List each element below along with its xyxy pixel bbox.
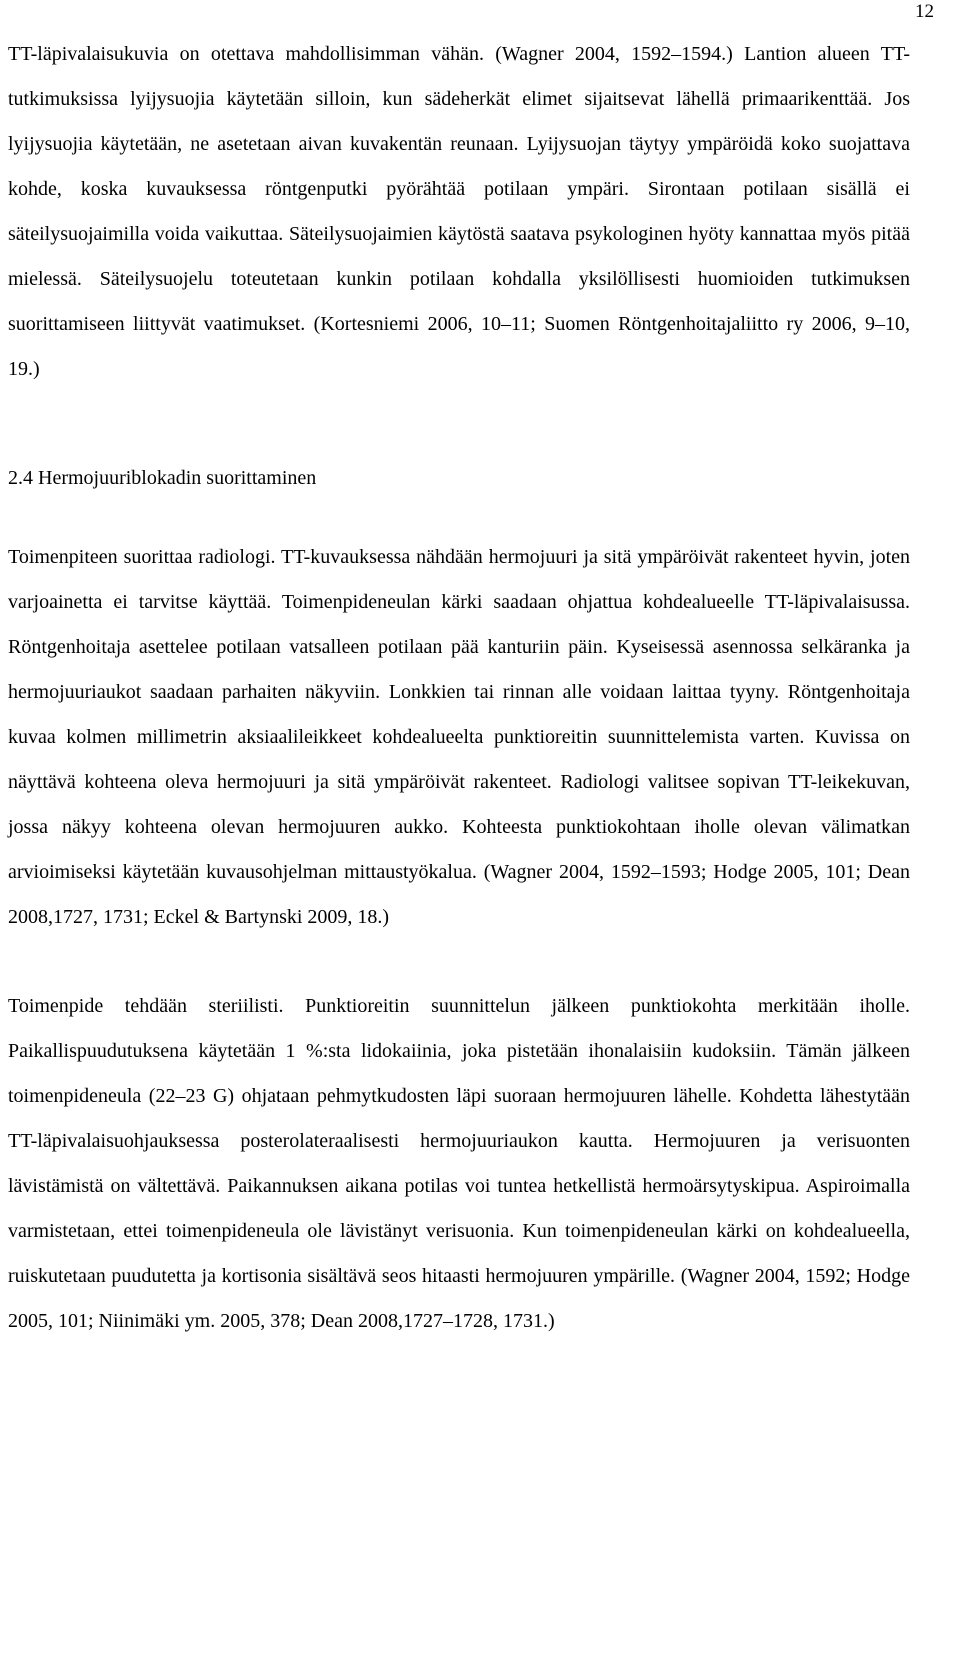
paragraph-procedure-setup: Toimenpiteen suorittaa radiologi. TT-kuvauksessa nähdään hermojuuri ja sitä ympäröivät rakenteet hyvin, joten varjoainetta ei tarvitse käyttää. Toimenpideneulan kärki saadaan ohjattua kohdealueelle TT-läpivalaisussa. Röntgenhoitaja asettelee potilaan vatsalleen potilaan pää kanturiin päin. Kyseisessä asennossa selkäranka ja hermojuuriaukot saadaan parhaiten näkyviin. Lonkkien tai rinnan alle voidaan laittaa tyyny. Röntgenhoitaja kuvaa kolmen millimetrin aksiaalileikkeet kohdealueelta punktioreitin suunnittelemista varten. Kuvissa on näyttävä kohteena oleva hermojuuri ja sitä ympäröivät rakenteet. Radiologi valitsee sopivan TT-leikekuvan, jossa näkyy kohteena olevan hermojuuren aukko. Kohteesta punktiokohtaan iholle olevan välimatkan arvioimiseksi käytetään kuvausohjelman mittaustyökalua. (Wagner 2004, 1592–1593; Hodge 2005, 101; Dean 2008,1727, 1731; Eckel & Bartynski 2009, 18.)	[8, 546, 910, 928]
paragraph-radiation-protection: TT-läpivalaisukuvia on otettava mahdollisimman vähän. (Wagner 2004, 1592–1594.) Lantion alueen TT-tutkimuksissa lyijysuojia käytetään silloin, kun sädeherkät elimet sijaitsevat lähellä primaarikenttää. Jos lyijysuojia käytetään, ne asetetaan aivan kuvakentän reunaan. Lyijysuojan täytyy ympäröidä koko suojattava kohde, koska kuvauksessa röntgenputki pyörähtää potilaan ympäri. Sirontaan potilaan sisällä ei säteilysuojaimilla voida vaikuttaa. Säteilysuojaimien käytöstä saatava psykologinen hyöty kannattaa myös pitää mielessä. Säteilysuojelu toteutetaan kunkin potilaan kohdalla yksilöllisesti huomioiden tutkimuksen suorittamiseen liittyvät vaatimukset. (Kortesniemi 2006, 10–11; Suomen Röntgenhoitajaliitto ry 2006, 9–10, 19.)	[8, 43, 910, 380]
section-gap	[8, 392, 910, 456]
paragraph-procedure-execution: Toimenpide tehdään steriilisti. Punktioreitin suunnittelun jälkeen punktiokohta merkitään iholle. Paikallispuudutuksena käytetään 1 %:sta lidokaiinia, joka pistetään ihonalaisiin kudoksiin. Tämän jälkeen toimenpideneula (22–23 G) ohjataan pehmytkudosten läpi suoraan hermojuuren lähelle. Kohdetta lähestytään TT-läpivalaisuohjauksessa posterolateraalisesti hermojuuriaukon kautta. Hermojuuren ja verisuonten lävistämistä on vältettävä. Paikannuksen aikana potilas voi tuntea hetkellistä hermoärsytyskipua. Aspiroimalla varmistetaan, ettei toimenpideneula ole lävistänyt verisuonia. Kun toimenpideneulan kärki on kohdealueella, ruiskutetaan puudutetta ja kortisonia sisältävä seos hitaasti hermojuuren ympärille. (Wagner 2004, 1592; Hodge 2005, 101; Niinimäki ym. 2005, 378; Dean 2008,1727–1728, 1731.)	[8, 995, 910, 1332]
paragraph-gap	[8, 940, 910, 984]
document-body	[8, 32, 910, 1344]
section-heading: 2.4 Hermojuuriblokadin suorittaminen	[8, 467, 317, 489]
heading-gap	[8, 501, 910, 535]
page-number: 12	[915, 1, 934, 22]
